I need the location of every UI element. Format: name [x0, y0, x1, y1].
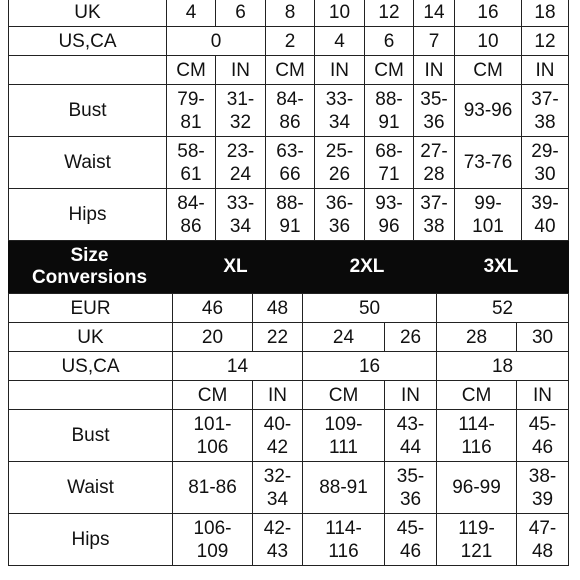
row-label-usca: US,CA [9, 27, 167, 56]
size-chart [8, 0, 568, 566]
cell: 25- 26 [315, 137, 365, 189]
unit-cell: CM [167, 56, 216, 85]
cell: 16 [303, 352, 437, 381]
cell: 12 [522, 27, 569, 56]
waist-row [9, 462, 569, 514]
row-label-waist: Waist [9, 462, 173, 514]
cell: 84- 86 [167, 189, 216, 241]
cell: 4 [167, 0, 216, 27]
cell: 99- 101 [455, 189, 522, 241]
cell: 106- 109 [173, 514, 253, 566]
cell: 114- 116 [303, 514, 385, 566]
cell: 37- 38 [414, 189, 455, 241]
unit-cell: CM [365, 56, 414, 85]
cell: 35- 36 [414, 85, 455, 137]
cell: 81-86 [173, 462, 253, 514]
cell: 18 [522, 0, 569, 27]
cell: 42- 43 [253, 514, 303, 566]
cell: 38- 39 [517, 462, 569, 514]
cell: 27- 28 [414, 137, 455, 189]
cell: 0 [167, 27, 266, 56]
cell: 73-76 [455, 137, 522, 189]
cell: 30 [517, 323, 569, 352]
cell: 96-99 [437, 462, 517, 514]
unit-cell: CM [173, 381, 253, 410]
cell: 31- 32 [216, 85, 266, 137]
hips-row [9, 189, 569, 241]
cell: 14 [173, 352, 303, 381]
cell: 109- 111 [303, 410, 385, 462]
cell: 52 [437, 294, 569, 323]
size-table-large [8, 293, 569, 566]
cell: 43- 44 [385, 410, 437, 462]
cell: 2 [266, 27, 315, 56]
cell: 10 [315, 0, 365, 27]
waist-row [9, 137, 569, 189]
cell: 12 [365, 0, 414, 27]
row-label-hips: Hips [9, 514, 173, 566]
cell: 16 [455, 0, 522, 27]
cell: 47- 48 [517, 514, 569, 566]
cell: 93-96 [455, 85, 522, 137]
bust-row [9, 410, 569, 462]
cell: 24 [303, 323, 385, 352]
unit-cell: CM [455, 56, 522, 85]
cell: 7 [414, 27, 455, 56]
cell: 32- 34 [253, 462, 303, 514]
row-label-uk: UK [9, 323, 173, 352]
cell: 88- 91 [266, 189, 315, 241]
unit-cell: IN [517, 381, 569, 410]
size-table-small [8, 0, 569, 241]
cell: 26 [385, 323, 437, 352]
hips-row [9, 514, 569, 566]
unit-cell: IN [414, 56, 455, 85]
unit-cell: IN [315, 56, 365, 85]
cell: 10 [455, 27, 522, 56]
cell: 23- 24 [216, 137, 266, 189]
cell: 36- 36 [315, 189, 365, 241]
row-label-uk: UK [9, 0, 167, 27]
uk-row [9, 323, 569, 352]
cell: 46 [173, 294, 253, 323]
cell: 29- 30 [522, 137, 569, 189]
cell: 45- 46 [385, 514, 437, 566]
row-label-bust: Bust [9, 410, 173, 462]
cell: 39- 40 [522, 189, 569, 241]
cell: 6 [365, 27, 414, 56]
bust-row [9, 85, 569, 137]
units-row [9, 56, 569, 85]
cell: 8 [266, 0, 315, 27]
cell: 58- 61 [167, 137, 216, 189]
cell: 101- 106 [173, 410, 253, 462]
cell: 20 [173, 323, 253, 352]
row-label-usca: US,CA [9, 352, 173, 381]
unit-cell: CM [437, 381, 517, 410]
cell: 6 [216, 0, 266, 27]
eur-row [9, 294, 569, 323]
empty-cell [9, 56, 167, 85]
cell: 50 [303, 294, 437, 323]
uk-row [9, 0, 569, 27]
unit-cell: IN [216, 56, 266, 85]
cell: 4 [315, 27, 365, 56]
cell: 119- 121 [437, 514, 517, 566]
cell: 37- 38 [522, 85, 569, 137]
usca-row [9, 352, 569, 381]
size-conversions-header [8, 241, 569, 293]
header-size-xl: XL [171, 242, 301, 293]
units-row [9, 381, 569, 410]
unit-cell: IN [253, 381, 303, 410]
header-size-3xl: 3XL [434, 242, 569, 293]
cell: 14 [414, 0, 455, 27]
row-label-eur: EUR [9, 294, 173, 323]
cell: 93- 96 [365, 189, 414, 241]
cell: 33- 34 [216, 189, 266, 241]
cell: 28 [437, 323, 517, 352]
cell: 48 [253, 294, 303, 323]
header-title: Size Conversions [9, 242, 171, 293]
cell: 35- 36 [385, 462, 437, 514]
cell: 88- 91 [365, 85, 414, 137]
cell: 45- 46 [517, 410, 569, 462]
empty-cell [9, 381, 173, 410]
header-size-2xl: 2XL [301, 242, 434, 293]
cell: 18 [437, 352, 569, 381]
cell: 33- 34 [315, 85, 365, 137]
cell: 79- 81 [167, 85, 216, 137]
cell: 84- 86 [266, 85, 315, 137]
row-label-waist: Waist [9, 137, 167, 189]
row-label-bust: Bust [9, 85, 167, 137]
cell: 68- 71 [365, 137, 414, 189]
unit-cell: IN [385, 381, 437, 410]
cell: 40- 42 [253, 410, 303, 462]
cell: 114- 116 [437, 410, 517, 462]
unit-cell: CM [266, 56, 315, 85]
usca-row [9, 27, 569, 56]
unit-cell: IN [522, 56, 569, 85]
cell: 88-91 [303, 462, 385, 514]
cell: 22 [253, 323, 303, 352]
row-label-hips: Hips [9, 189, 167, 241]
cell: 63- 66 [266, 137, 315, 189]
unit-cell: CM [303, 381, 385, 410]
